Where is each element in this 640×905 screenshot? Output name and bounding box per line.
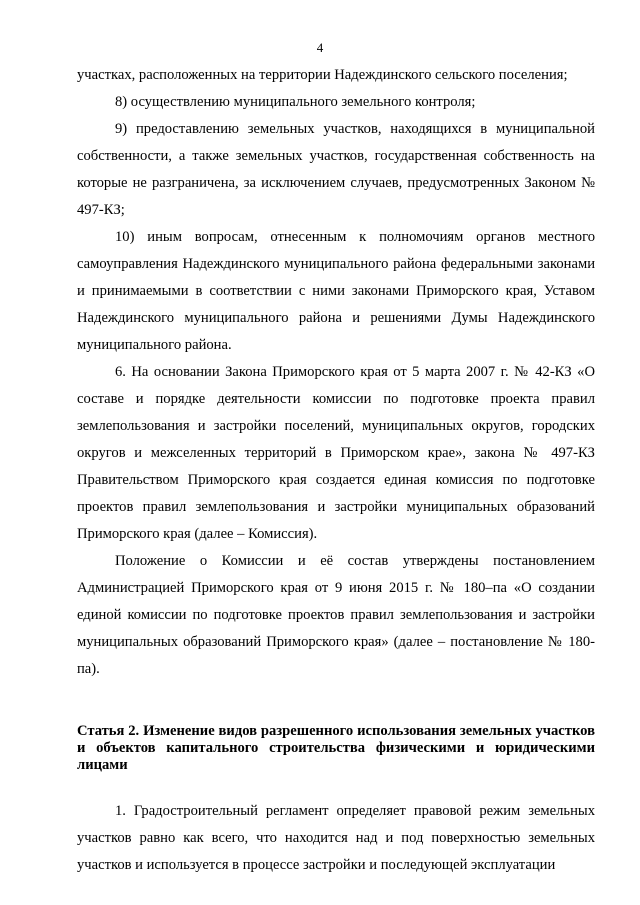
article-heading: Статья 2. Изменение видов разрешенного использования земельных участков и объектов капитального строительства физическими и юридическими лицами [77, 723, 595, 773]
paragraph-item-10: 10) иным вопросам, отнесенным к полномочиям органов местного самоуправления Надеждинского муниципального района федеральными законами и принимаемыми в соответствии с ними законами Приморского края, Уставом Надеждинского муниципального района и решениями Думы Надеждинского муниципального района. [77, 229, 595, 353]
document-body [77, 62, 595, 879]
paragraph-section-6: 6. На основании Закона Приморского края от 5 марта 2007 г. № 42-КЗ «О составе и порядке деятельности комиссии по подготовке проекта правил землепользования и застройки поселений, муниципальных округов, городских округов и межселенных территорий в Приморском крае», закона № 497-КЗ Правительством Приморского края создается единая комиссия по подготовке проектов правил землепользования и застройки муниципальных образований Приморского края (далее – Комиссия). [77, 364, 595, 542]
paragraph-item-8: 8) осуществлению муниципального земельного контроля; [115, 94, 476, 110]
paragraph-item-9: 9) предоставлению земельных участков, находящихся в муниципальной собственности, а также земельных участков, государственная собственность на которые не разграничена, за исключением случаев, предусмотренных Законом № 497-КЗ; [77, 121, 595, 218]
paragraph-article-2-item-1: 1. Градостроительный регламент определяет правовой режим земельных участков равно как всего, что находится над и под поверхностью земельных участков и используется в процессе застройки и последующей эксплуатации [77, 803, 595, 873]
paragraph-continuation: участках, расположенных на территории Надеждинского сельского поселения; [77, 67, 568, 83]
paragraph-commission-regulation: Положение о Комиссии и её состав утверждены постановлением Администрацией Приморского края от 9 июня 2015 г. № 180–па «О создании единой комиссии по подготовке проектов правил землепользования и застройки муниципальных образований Приморского края» (далее – постановление № 180-па). [77, 553, 595, 677]
page-number: 4 [316, 40, 324, 55]
